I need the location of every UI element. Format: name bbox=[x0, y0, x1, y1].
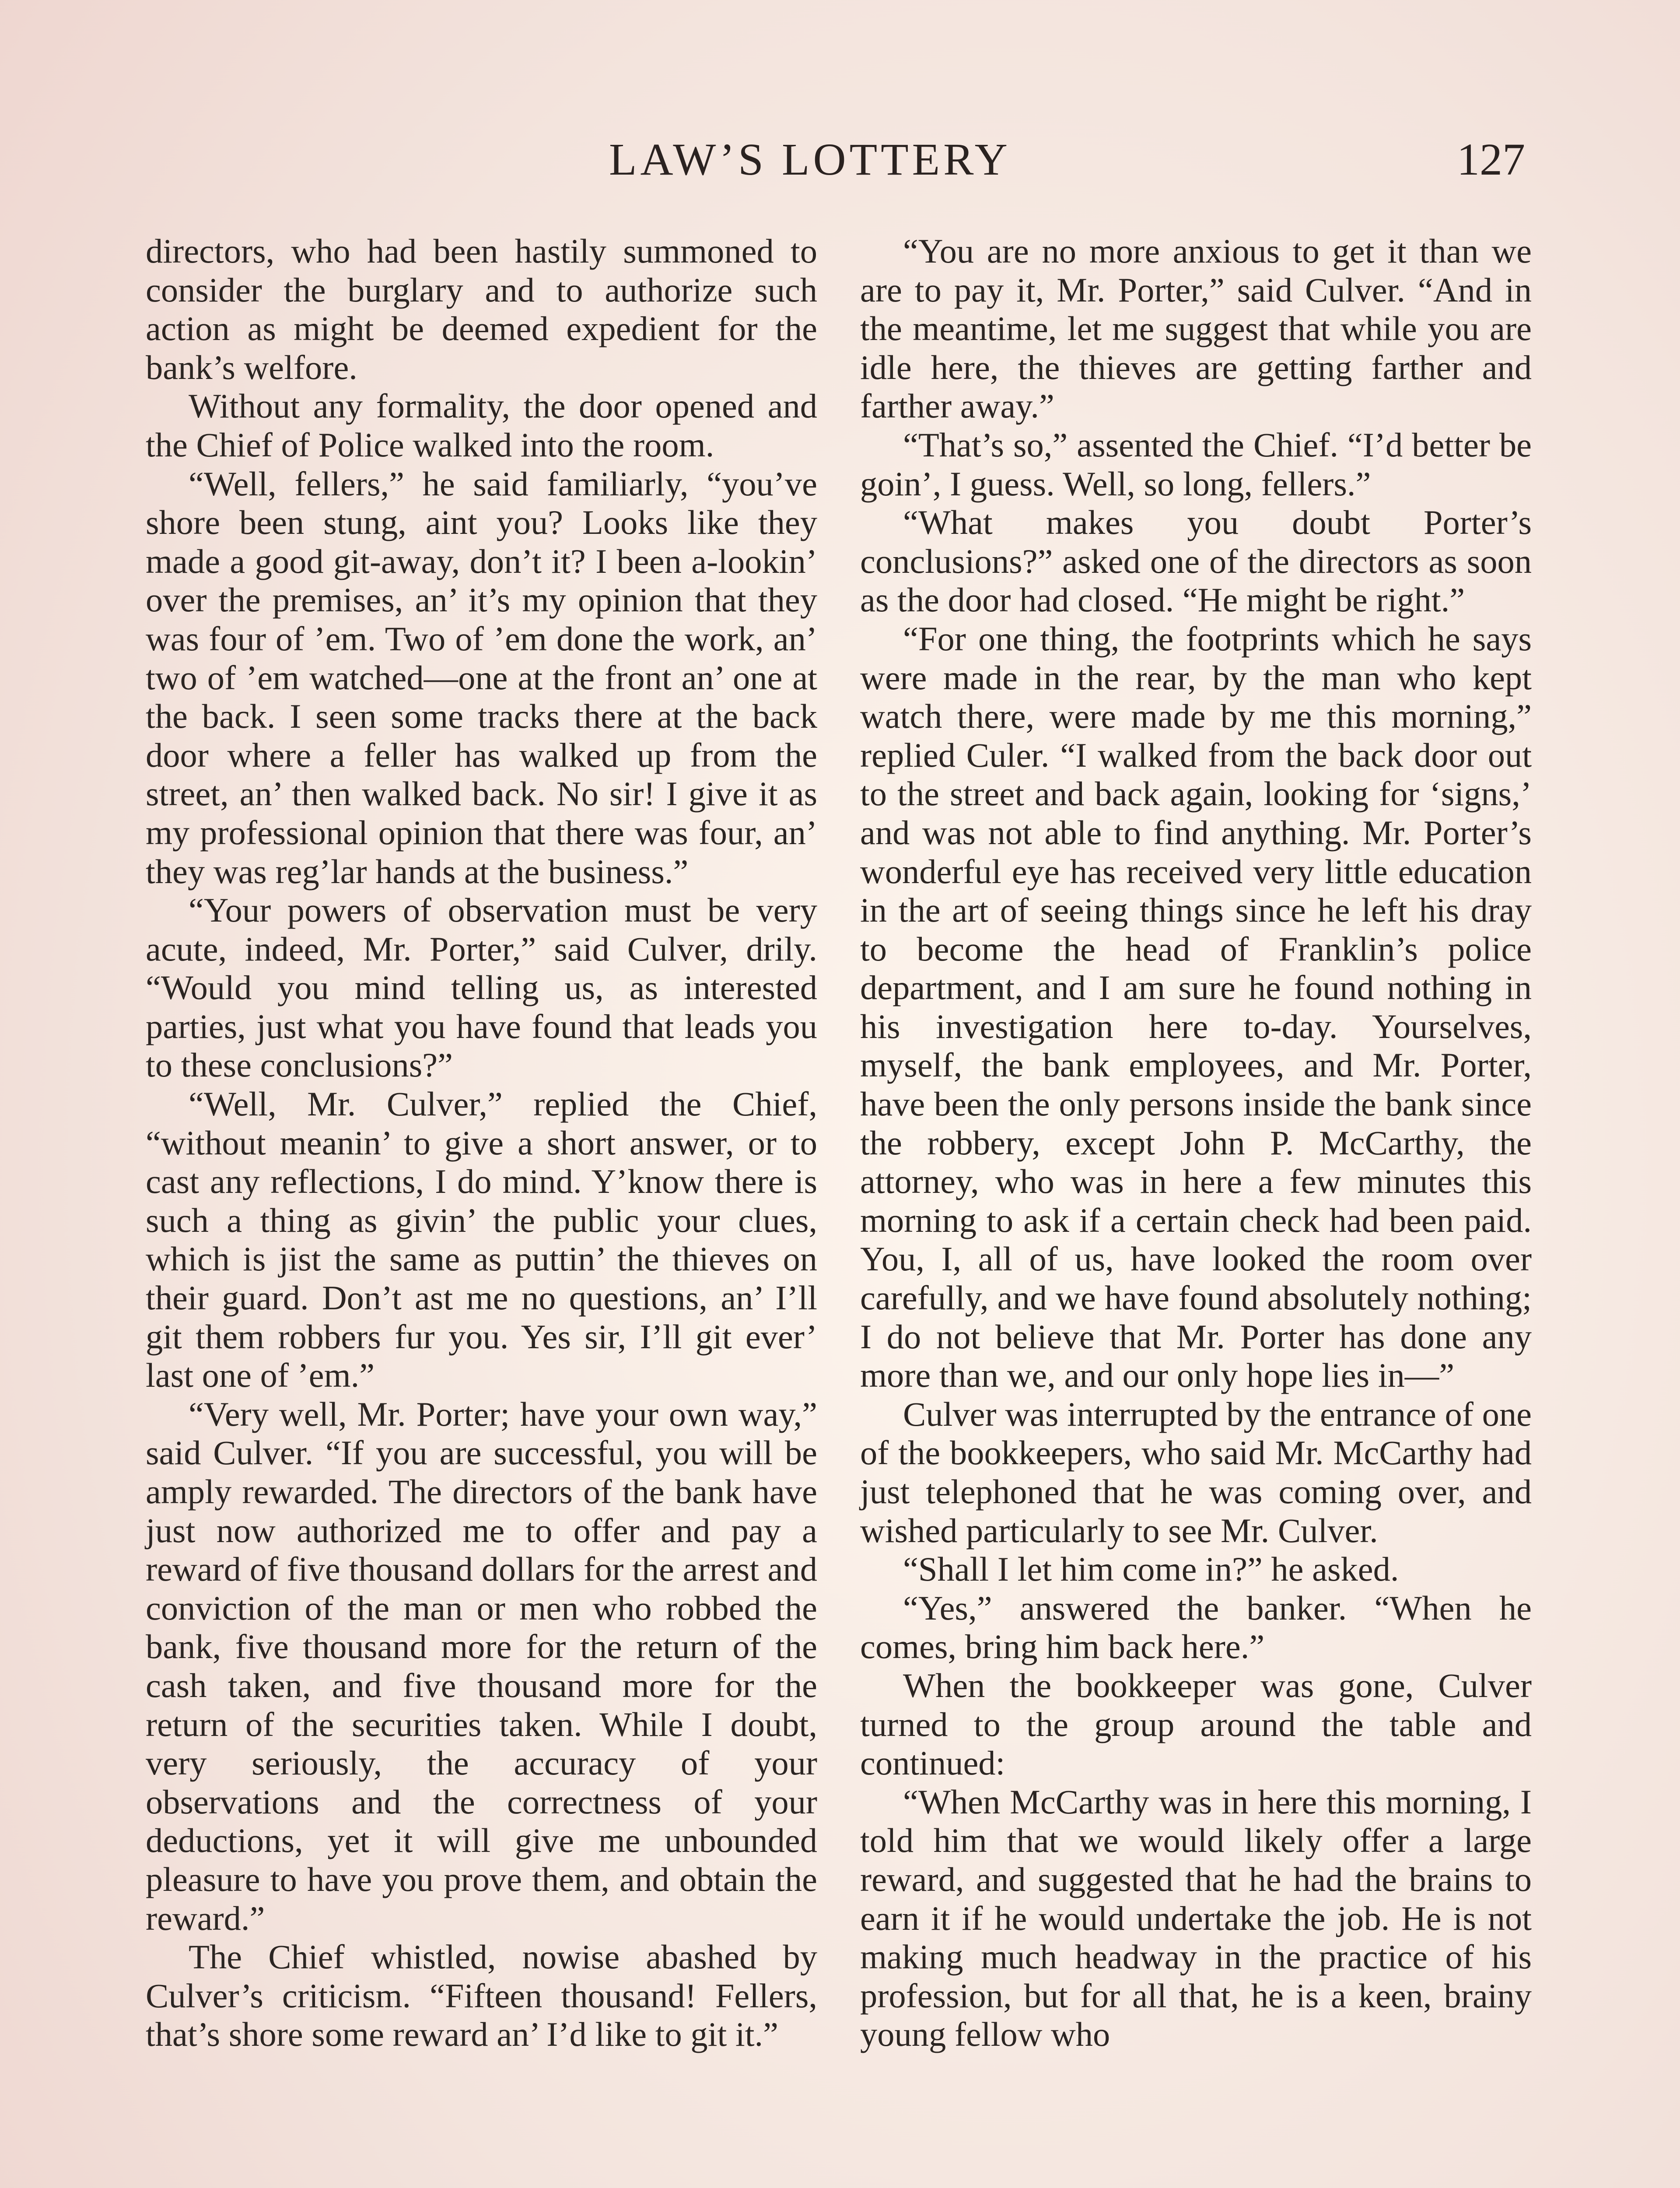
running-title: LAW’S LOTTERY bbox=[609, 134, 1011, 185]
paragraph: Culver was interrupted by the entrance of one of the bookkeepers, who said Mr. McCarthy had just telephoned that he was coming over, and wished particularly to see Mr. Culver. bbox=[860, 1395, 1532, 1550]
paragraph: Without any formality, the door opened and the Chief of Police walked into the room. bbox=[146, 387, 817, 464]
right-text-column bbox=[860, 232, 1532, 2054]
paragraph: “You are no more anxious to get it than we are to pay it, Mr. Porter,” said Culver. “And in the meantime, let me suggest that while you are idle here, the thieves are getting farther and farther away.” bbox=[860, 232, 1532, 425]
paragraph: “Well, Mr. Culver,” replied the Chief, “without meanin’ to give a short answer, or to cast any reflections, I do mind. Y’know there is such a thing as givin’ the public your clues, which is jist the same as puttin’ the thieves on their guard. Don’t ast me no questions, an’ I’ll git them robbers fur you. Yes sir, I’ll git ever’ last one of ’em.” bbox=[146, 1085, 817, 1395]
running-header bbox=[0, 131, 1680, 188]
paragraph: “Yes,” answered the banker. “When he comes, bring him back here.” bbox=[860, 1588, 1532, 1666]
paragraph: directors, who had been hastily summoned to consider the burglary and to authorize such action as might be deemed expedient for the bank’s welfore. bbox=[146, 232, 817, 386]
paragraph: “Well, fellers,” he said familiarly, “you’ve shore been stung, aint you? Looks like they made a good git-away, don’t it? I been a-lookin’ over the premises, an’ it’s my opinion that they was four of ’em. Two of ’em done the work, an’ two of ’em watched—one at the front an’ one at the back. I seen some tracks there at the back door where a feller has walked up from the street, an’ then walked back. No sir! I give it as my professional opinion that there was four, an’ they was reg’lar hands at the business.” bbox=[146, 464, 817, 891]
paragraph: “For one thing, the footprints which he says were made in the rear, by the man who kept watch there, were made by me this morning,” replied Culer. “I walked from the back door out to the street and back again, looking for ‘signs,’ and was not able to find anything. Mr. Porter’s wonderful eye has received very little education in the art of seeing things since he left his dray to become the head of Franklin’s police department, and I am sure he found nothing in his investigation here to-day. Yourselves, myself, the bank employees, and Mr. Porter, have been the only persons inside the bank since the robbery, except John P. McCarthy, the attorney, who was in here a few minutes this morning to ask if a certain check had been paid. You, I, all of us, have looked the room over carefully, and we have found absolutely nothing; I do not believe that Mr. Porter has done any more than we, and our only hope lies in—” bbox=[860, 619, 1532, 1395]
left-text-column bbox=[146, 232, 817, 2054]
paragraph: When the bookkeeper was gone, Culver turned to the group around the table and continued: bbox=[860, 1666, 1532, 1782]
page-number: 127 bbox=[1457, 134, 1525, 185]
paragraph: “Shall I let him come in?” he asked. bbox=[903, 1550, 1399, 1588]
paragraph: The Chief whistled, nowise abashed by Culver’s criticism. “Fifteen thousand! Fellers, that’s shore some reward an’ I’d like to git it.” bbox=[146, 1938, 817, 2054]
paragraph: “What makes you doubt Porter’s conclusions?” asked one of the directors as soon as the door had closed. “He might be right.” bbox=[860, 503, 1532, 619]
paragraph: “Very well, Mr. Porter; have your own way,” said Culver. “If you are successful, you will be amply rewarded. The directors of the bank have just now authorized me to offer and pay a reward of five thousand dollars for the arrest and conviction of the man or men who robbed the bank, five thousand more for the return of the cash taken, and five thousand more for the return of the securities taken. While I doubt, very seriously, the accuracy of your observations and the correctness of your deductions, yet it will give me unbounded pleasure to have you prove them, and obtain the reward.” bbox=[146, 1395, 817, 1937]
paragraph: “When McCarthy was in here this morning, I told him that we would likely offer a large reward, and suggested that he had the brains to earn it if he would undertake the job. He is not making much headway in the practice of his profession, but for all that, he is a keen, brainy young fellow who bbox=[860, 1782, 1532, 2054]
paragraph: “Your powers of observation must be very acute, indeed, Mr. Porter,” said Culver, drily. “Would you mind telling us, as interested parties, just what you have found that leads you to these conclusions?” bbox=[146, 891, 817, 1084]
paragraph: “That’s so,” assented the Chief. “I’d better be goin’, I guess. Well, so long, fellers.” bbox=[860, 425, 1532, 503]
